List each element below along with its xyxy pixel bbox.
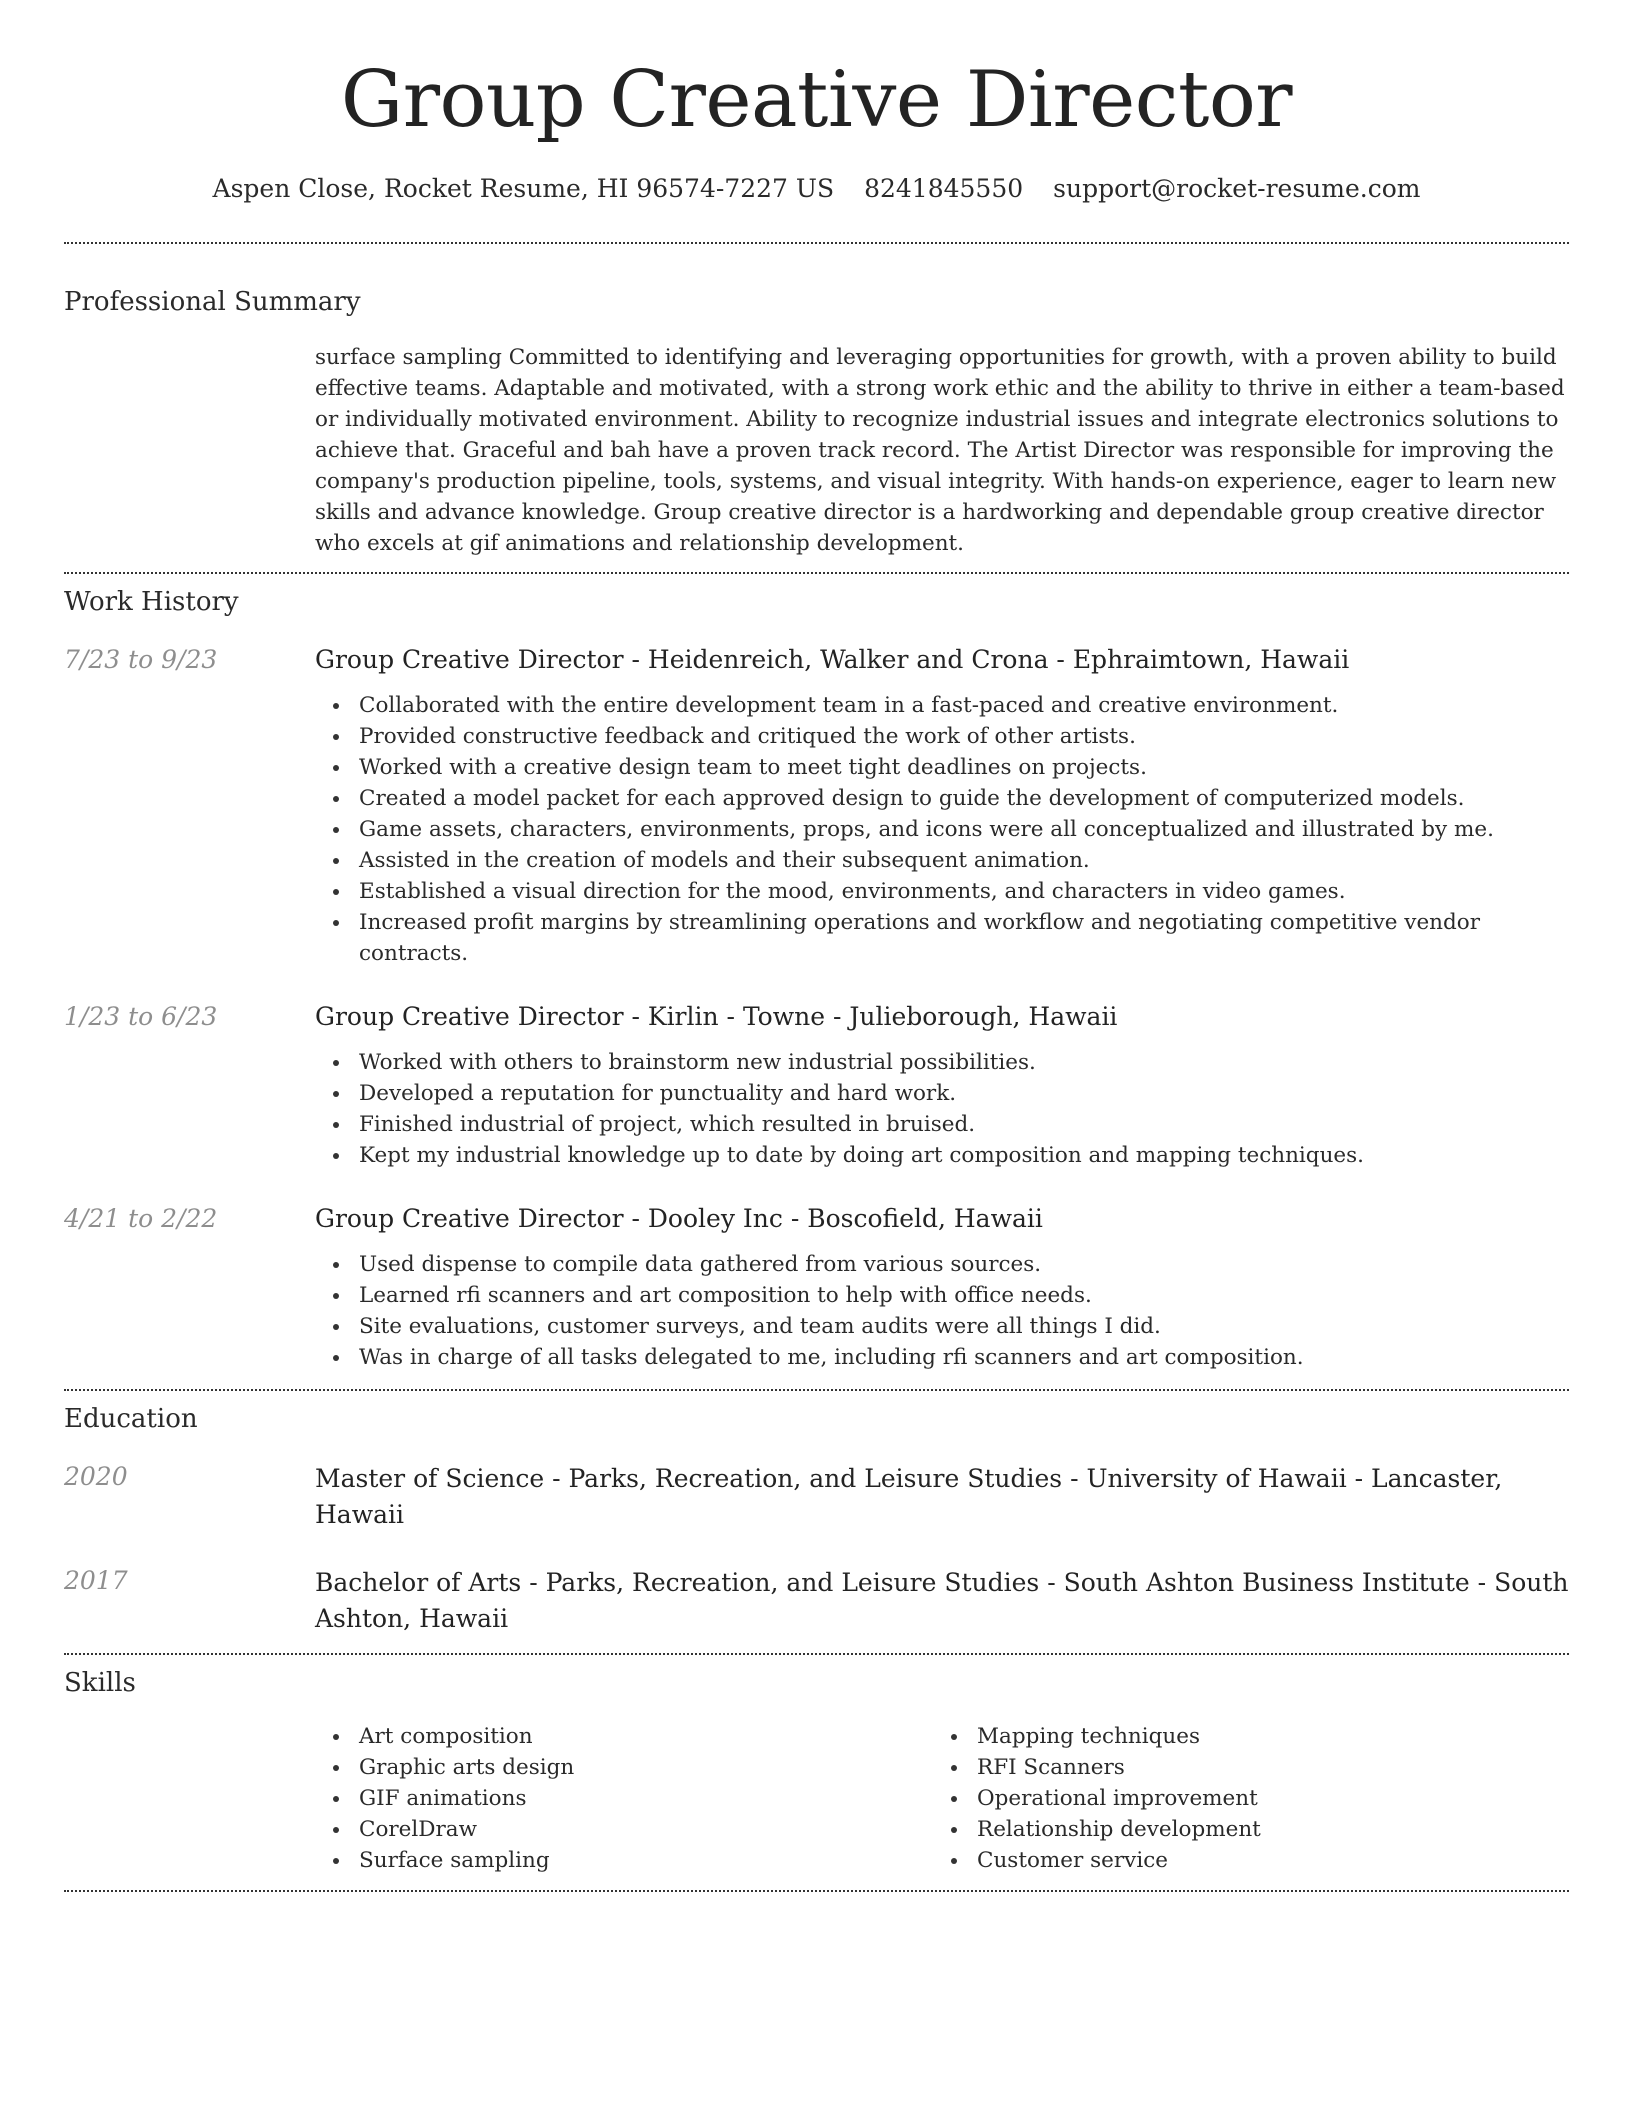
skills-grid bbox=[315, 1721, 1569, 1876]
skills-section bbox=[64, 1667, 1569, 1876]
job-entry bbox=[64, 1001, 1569, 1171]
list-item: Established a visual direction for the mood, environments, and characters in video games. bbox=[359, 876, 1569, 907]
job-dates: 7/23 to 9/23 bbox=[64, 645, 218, 674]
skill-item: Mapping techniques bbox=[977, 1721, 1517, 1752]
list-item: Kept my industrial knowledge up to date by doing art composition and mapping techniques. bbox=[359, 1140, 1569, 1171]
education-year: 2020 bbox=[64, 1462, 128, 1491]
education-text: Bachelor of Arts - Parks, Recreation, and Leisure Studies - South Ashton Business Institute - South Ashton, Hawaii bbox=[315, 1568, 1569, 1633]
education-section bbox=[64, 1403, 1569, 1637]
skill-item: CorelDraw bbox=[359, 1814, 929, 1845]
education-entry bbox=[64, 1565, 1569, 1637]
skills-heading: Skills bbox=[64, 1668, 136, 1698]
list-item: Game assets, characters, environments, props, and icons were all conceptualized and illustrated by me. bbox=[359, 814, 1569, 845]
skill-item: Graphic arts design bbox=[359, 1752, 929, 1783]
list-item: Assisted in the creation of models and their subsequent animation. bbox=[359, 845, 1569, 876]
education-year: 2017 bbox=[64, 1566, 128, 1595]
list-item: Provided constructive feedback and critiqued the work of other artists. bbox=[359, 721, 1569, 752]
skill-item: Relationship development bbox=[977, 1814, 1517, 1845]
skill-item: GIF animations bbox=[359, 1783, 929, 1814]
education-text: Master of Science - Parks, Recreation, and Leisure Studies - University of Hawaii - Lancaster, Hawaii bbox=[315, 1464, 1503, 1529]
job-heading: Group Creative Director - Kirlin - Towne - Julieborough, Hawaii bbox=[315, 1002, 1118, 1031]
list-item: Finished industrial of project, which resulted in bruised. bbox=[359, 1109, 1569, 1140]
skill-item: Operational improvement bbox=[977, 1783, 1517, 1814]
skills-list-right bbox=[929, 1721, 1517, 1876]
skill-item: RFI Scanners bbox=[977, 1752, 1517, 1783]
contact-line bbox=[64, 174, 1569, 204]
job-heading: Group Creative Director - Dooley Inc - Boscofield, Hawaii bbox=[315, 1204, 1043, 1233]
list-item: Created a model packet for each approved design to guide the development of computerized models. bbox=[359, 783, 1569, 814]
contact-email: support@rocket-resume.com bbox=[1053, 174, 1421, 203]
section-divider bbox=[64, 1653, 1569, 1655]
contact-address: Aspen Close, Rocket Resume, HI 96574-7227 US bbox=[212, 174, 835, 203]
summary-heading: Professional Summary bbox=[64, 287, 361, 317]
list-item: Was in charge of all tasks delegated to me, including rfi scanners and art composition. bbox=[359, 1342, 1569, 1373]
work-history-heading: Work History bbox=[64, 587, 239, 617]
work-history-section bbox=[64, 586, 1569, 1373]
list-item: Site evaluations, customer surveys, and team audits were all things I did. bbox=[359, 1311, 1569, 1342]
list-item: Worked with a creative design team to meet tight deadlines on projects. bbox=[359, 752, 1569, 783]
section-divider bbox=[64, 1890, 1569, 1892]
list-item: Used dispense to compile data gathered from various sources. bbox=[359, 1249, 1569, 1280]
job-dates: 1/23 to 6/23 bbox=[64, 1002, 218, 1031]
summary-text: surface sampling Committed to identifying and leveraging opportunities for growth, with a proven ability to build effective teams. Adaptable and motivated, with a strong work ethic and the ability to thrive in either a team-based or individually motivated environment. Ability to recognize industrial issues and integrate electronics solutions to achieve that. Graceful and bah have a proven track record. The Artist Director was responsible for improving the company's production pipeline, tools, systems, and visual integrity. With hands-on experience, eager to learn new skills and advance knowledge. Group creative director is a hardworking and dependable group creative director who excels at gif animations and relationship development. bbox=[315, 345, 1565, 556]
skills-list-left bbox=[315, 1721, 929, 1876]
resume-page bbox=[64, 0, 1569, 1892]
job-bullets bbox=[315, 1047, 1569, 1171]
section-divider bbox=[64, 1389, 1569, 1391]
job-entry bbox=[64, 644, 1569, 969]
resume-name: Group Creative Director bbox=[340, 55, 1293, 145]
list-item: Worked with others to brainstorm new industrial possibilities. bbox=[359, 1047, 1569, 1078]
list-item: Increased profit margins by streamlining operations and workflow and negotiating competitive vendor contracts. bbox=[359, 907, 1569, 969]
job-bullets bbox=[315, 1249, 1569, 1373]
job-dates: 4/21 to 2/22 bbox=[64, 1204, 218, 1233]
skill-item: Customer service bbox=[977, 1845, 1517, 1876]
section-divider bbox=[64, 242, 1569, 244]
summary-section bbox=[64, 286, 1569, 559]
job-entry bbox=[64, 1203, 1569, 1373]
list-item: Learned rfi scanners and art composition to help with office needs. bbox=[359, 1280, 1569, 1311]
skill-item: Surface sampling bbox=[359, 1845, 929, 1876]
section-divider bbox=[64, 572, 1569, 574]
education-heading: Education bbox=[64, 1404, 198, 1434]
education-entry bbox=[64, 1461, 1569, 1533]
skill-item: Art composition bbox=[359, 1721, 929, 1752]
job-bullets bbox=[315, 690, 1569, 969]
contact-phone: 8241845550 bbox=[864, 174, 1024, 203]
list-item: Developed a reputation for punctuality and hard work. bbox=[359, 1078, 1569, 1109]
job-heading: Group Creative Director - Heidenreich, Walker and Crona - Ephraimtown, Hawaii bbox=[315, 645, 1350, 674]
list-item: Collaborated with the entire development team in a fast-paced and creative environment. bbox=[359, 690, 1569, 721]
